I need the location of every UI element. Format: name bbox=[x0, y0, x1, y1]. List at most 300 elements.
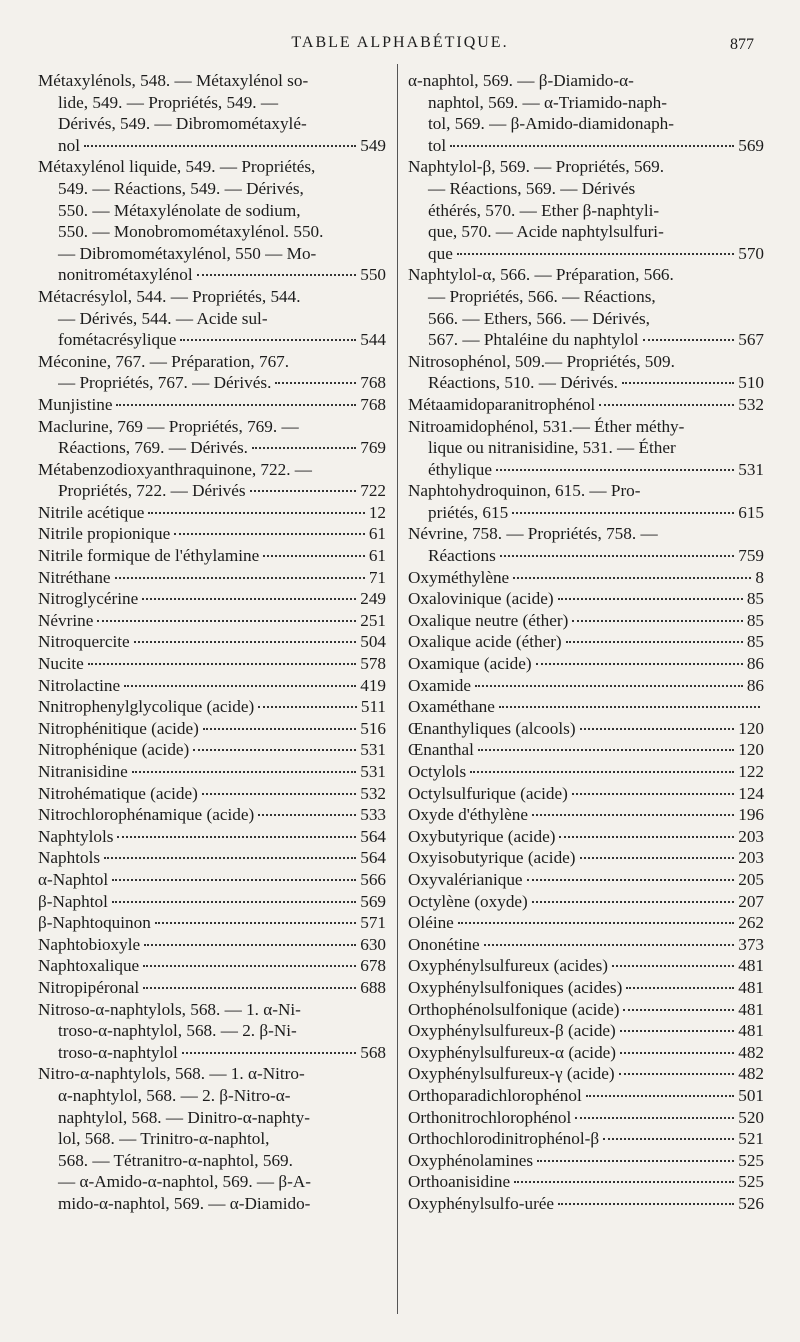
index-entry bbox=[408, 934, 764, 956]
dot-leader bbox=[193, 749, 356, 751]
entry-leader-line bbox=[408, 1171, 764, 1193]
page-number: 877 bbox=[730, 36, 754, 53]
entry-text: Oxalique acide (éther) bbox=[408, 632, 562, 652]
entry-text: Œnanthyliques (alcools) bbox=[408, 718, 576, 738]
index-entry bbox=[408, 739, 764, 761]
entry-page-number: 71 bbox=[368, 567, 386, 587]
entry-text: Oxyisobutyrique (acide) bbox=[408, 848, 576, 868]
entry-text: Orthonitrochlorophénol bbox=[408, 1107, 572, 1127]
dot-leader bbox=[536, 663, 743, 665]
entry-line: Naphtohydroquinon, 615. — Pro- bbox=[408, 481, 641, 501]
entry-leader-line bbox=[408, 847, 764, 869]
entry-page-number: 251 bbox=[360, 610, 386, 630]
index-entry bbox=[408, 70, 764, 156]
entry-page-number: 525 bbox=[738, 1172, 764, 1192]
entry-page-number: 578 bbox=[360, 654, 386, 674]
entry-line: Métacrésylol, 544. — Propriétés, 544. bbox=[38, 286, 301, 306]
entry-leader-line bbox=[38, 977, 386, 999]
index-entry bbox=[408, 588, 764, 610]
dot-leader bbox=[623, 1009, 734, 1011]
index-entry bbox=[38, 826, 386, 848]
entry-leader-line bbox=[408, 329, 764, 351]
index-entry bbox=[38, 351, 386, 394]
entry-text: Munjistine bbox=[38, 394, 113, 414]
dot-leader bbox=[559, 836, 734, 838]
dot-leader bbox=[143, 965, 356, 967]
entry-text: α-Naphtol bbox=[38, 869, 109, 889]
entry-leader-line bbox=[38, 934, 386, 956]
entry-leader-line bbox=[408, 1107, 764, 1129]
entry-page-number: 516 bbox=[360, 718, 386, 738]
entry-page-number: 564 bbox=[360, 848, 386, 868]
index-entry bbox=[38, 502, 386, 524]
entry-leader-line bbox=[38, 826, 386, 848]
entry-text: Nitrile formique de l'éthylamine bbox=[38, 546, 260, 566]
entry-page-number: 759 bbox=[738, 546, 764, 566]
entry-line: lide, 549. — Propriétés, 549. — bbox=[58, 92, 279, 112]
entry-text: Oxyphénylsulfureux-α (acide) bbox=[408, 1042, 617, 1062]
entry-leader-line bbox=[408, 135, 764, 157]
entry-text: Orthoparadichlorophénol bbox=[408, 1085, 582, 1105]
entry-text: Nitrolactine bbox=[38, 675, 121, 695]
index-entry bbox=[408, 955, 764, 977]
dot-leader bbox=[620, 1030, 734, 1032]
dot-leader bbox=[155, 922, 356, 924]
entry-page-number: 120 bbox=[738, 740, 764, 760]
entry-leader-line bbox=[408, 1085, 764, 1107]
dot-leader bbox=[458, 922, 734, 924]
entry-leader-line bbox=[408, 1150, 764, 1172]
entry-leader-line bbox=[408, 718, 764, 740]
dot-leader bbox=[500, 555, 734, 557]
entry-page-number: 531 bbox=[360, 762, 386, 781]
entry-page-number: 568 bbox=[360, 1042, 386, 1062]
entry-page-number: 564 bbox=[360, 826, 386, 846]
entry-leader-line bbox=[38, 631, 386, 653]
dot-leader bbox=[558, 598, 743, 600]
dot-leader bbox=[622, 382, 734, 384]
entry-leader-line bbox=[38, 675, 386, 697]
entry-line: Naphtylol-α, 566. — Préparation, 566. bbox=[408, 265, 674, 285]
dot-leader bbox=[586, 1095, 734, 1097]
entry-page-number: 571 bbox=[360, 913, 386, 933]
entry-page-number: 768 bbox=[360, 394, 386, 414]
running-head bbox=[0, 34, 800, 58]
entry-text: Orthochlorodinitrophénol-β bbox=[408, 1129, 600, 1149]
index-entry bbox=[38, 955, 386, 977]
dot-leader bbox=[626, 987, 734, 989]
dot-leader bbox=[112, 879, 356, 881]
index-entry bbox=[408, 416, 764, 481]
entry-line: lique ou nitranisidine, 531. — Éther bbox=[428, 438, 676, 458]
index-entry bbox=[408, 804, 764, 826]
index-entry bbox=[38, 567, 386, 589]
index-entry bbox=[408, 351, 764, 394]
entry-line: mido-α-naphtol, 569. — α-Diamido- bbox=[58, 1193, 311, 1213]
index-entry bbox=[408, 869, 764, 891]
entry-page-number: 203 bbox=[738, 826, 764, 846]
entry-text: Oxyde d'éthylène bbox=[408, 805, 529, 825]
entry-line: Nitroamidophénol, 531.— Éther méthy- bbox=[408, 416, 685, 436]
entry-page-number: 569 bbox=[360, 891, 386, 911]
entry-leader-line bbox=[38, 394, 386, 416]
entry-line: Nitrosophénol, 509.— Propriétés, 509. bbox=[408, 351, 675, 371]
entry-page-number: 86 bbox=[746, 675, 764, 695]
dot-leader bbox=[599, 404, 734, 406]
entry-text: fométacrésylique bbox=[58, 330, 177, 350]
entry-line: troso-α-naphtylol, 568. — 2. β-Ni- bbox=[58, 1021, 297, 1041]
dot-leader bbox=[174, 533, 365, 535]
entry-text: Propriétés, 722. — Dérivés bbox=[58, 481, 246, 501]
entry-leader-line bbox=[408, 1063, 764, 1085]
entry-leader-line bbox=[408, 934, 764, 956]
index-entry bbox=[408, 480, 764, 523]
entry-page-number: 521 bbox=[738, 1129, 764, 1149]
dot-leader bbox=[450, 145, 734, 147]
entry-text: Nitrohématique (acide) bbox=[38, 783, 198, 803]
entry-text: 567. — Phtaléine du naphtylol bbox=[428, 330, 639, 350]
entry-leader-line bbox=[408, 1020, 764, 1042]
index-entry bbox=[38, 588, 386, 610]
dot-leader bbox=[514, 1181, 734, 1183]
entry-text: Oxaméthane bbox=[408, 697, 495, 717]
entry-leader-line bbox=[408, 977, 764, 999]
dot-leader bbox=[115, 577, 365, 579]
entry-text: Nucite bbox=[38, 654, 84, 674]
dot-leader bbox=[124, 685, 356, 687]
dot-leader bbox=[580, 728, 735, 730]
entry-text: nol bbox=[58, 135, 80, 155]
entry-page-number: 549 bbox=[360, 135, 386, 155]
entry-text: Naphtylols bbox=[38, 826, 114, 846]
entry-leader-line bbox=[408, 610, 764, 632]
index-entry bbox=[38, 1063, 386, 1214]
entry-text: Oxamide bbox=[408, 675, 472, 695]
dot-leader bbox=[537, 1160, 734, 1162]
dot-leader bbox=[143, 987, 356, 989]
entry-text: Oxyphénylsulfoniques (acides) bbox=[408, 977, 623, 997]
entry-line: 550. — Métaxylénolate de sodium, bbox=[58, 200, 301, 220]
entry-page-number: 722 bbox=[360, 481, 386, 501]
index-entry bbox=[408, 1193, 764, 1215]
entry-text: Oléine bbox=[408, 913, 454, 933]
index-entry bbox=[408, 610, 764, 632]
entry-leader-line bbox=[38, 847, 386, 869]
entry-text: Nitropipéronal bbox=[38, 977, 140, 997]
entry-leader-line bbox=[408, 783, 764, 805]
index-entry bbox=[38, 934, 386, 956]
entry-leader-line bbox=[38, 718, 386, 740]
dot-leader bbox=[117, 836, 356, 838]
entry-page-number: 203 bbox=[738, 848, 764, 868]
entry-page-number: 61 bbox=[368, 546, 386, 566]
entry-text: Naphtols bbox=[38, 848, 101, 868]
entry-page-number: 615 bbox=[738, 502, 764, 522]
entry-leader-line bbox=[38, 480, 386, 502]
entry-leader-line bbox=[408, 394, 764, 416]
entry-leader-line bbox=[38, 955, 386, 977]
running-title: TABLE ALPHABÉTIQUE. bbox=[291, 34, 509, 51]
entry-page-number: 501 bbox=[738, 1085, 764, 1105]
entry-line: Métaxylénol liquide, 549. — Propriétés, bbox=[38, 157, 316, 177]
dot-leader bbox=[132, 771, 356, 773]
entry-text: tol bbox=[428, 135, 447, 155]
entry-text: Réactions bbox=[428, 546, 496, 566]
index-entry bbox=[408, 718, 764, 740]
entry-leader-line bbox=[38, 739, 386, 761]
entry-line: Métaxylénols, 548. — Métaxylénol so- bbox=[38, 71, 309, 90]
index-entry bbox=[38, 416, 386, 459]
entry-leader-line bbox=[408, 459, 764, 481]
index-entry bbox=[408, 999, 764, 1021]
right-column bbox=[408, 70, 764, 1214]
index-entry bbox=[38, 459, 386, 502]
entry-text: Nitrochlorophénamique (acide) bbox=[38, 805, 255, 825]
entry-line: Dérivés, 549. — Dibromométaxylé- bbox=[58, 114, 307, 134]
index-entry bbox=[408, 912, 764, 934]
index-entry bbox=[38, 847, 386, 869]
entry-text: nonitrométaxylénol bbox=[58, 265, 193, 285]
entry-leader-line bbox=[38, 761, 386, 783]
entry-leader-line bbox=[408, 869, 764, 891]
entry-text: Orthophénolsulfonique (acide) bbox=[408, 999, 620, 1019]
entry-text: Nnitrophenylglycolique (acide) bbox=[38, 697, 255, 717]
dot-leader bbox=[457, 253, 734, 255]
entry-page-number: 12 bbox=[368, 502, 386, 522]
entry-page-number: 8 bbox=[755, 567, 764, 587]
entry-text: troso-α-naphtylol bbox=[58, 1042, 178, 1062]
dot-leader bbox=[603, 1138, 734, 1140]
dot-leader bbox=[612, 965, 734, 967]
dot-leader bbox=[620, 1052, 734, 1054]
left-column bbox=[38, 70, 386, 1214]
index-entry bbox=[38, 675, 386, 697]
entry-leader-line bbox=[408, 696, 764, 718]
entry-page-number: 122 bbox=[738, 762, 764, 781]
entry-leader-line bbox=[38, 545, 386, 567]
entry-text: Nitrile propionique bbox=[38, 524, 171, 544]
entry-leader-line bbox=[408, 653, 764, 675]
index-entry bbox=[408, 653, 764, 675]
index-entry bbox=[408, 783, 764, 805]
entry-leader-line bbox=[38, 135, 386, 157]
index-entry bbox=[38, 869, 386, 891]
entry-text: Nitroquercite bbox=[38, 632, 130, 652]
entry-page-number: 207 bbox=[738, 891, 764, 911]
dot-leader bbox=[182, 1052, 356, 1054]
index-entry bbox=[38, 891, 386, 913]
entry-line: Nitroso-α-naphtylols, 568. — 1. α-Ni- bbox=[38, 999, 301, 1019]
entry-line: Maclurine, 769 — Propriétés, 769. — bbox=[38, 416, 299, 436]
entry-line: tol, 569. — β-Amido-diamidonaph- bbox=[428, 114, 674, 134]
dot-leader bbox=[499, 706, 760, 708]
dot-leader bbox=[532, 814, 734, 816]
entry-page-number: 205 bbox=[738, 869, 764, 889]
entry-page-number: 61 bbox=[368, 524, 386, 544]
entry-page-number: 526 bbox=[738, 1193, 764, 1213]
entry-line: 549. — Réactions, 549. — Dérivés, bbox=[58, 178, 304, 198]
index-entry bbox=[408, 1063, 764, 1085]
entry-text: Métaamidoparanitrophénol bbox=[408, 394, 596, 414]
entry-page-number: 85 bbox=[746, 632, 764, 652]
dot-leader bbox=[144, 944, 356, 946]
entry-text: Nitrophénitique (acide) bbox=[38, 718, 199, 738]
entry-text: Octylols bbox=[408, 762, 467, 781]
dot-leader bbox=[513, 577, 751, 579]
entry-text: β-Naphtoquinon bbox=[38, 913, 151, 933]
index-entry bbox=[38, 761, 386, 783]
entry-text: Oxyphénylsulfureux-γ (acide) bbox=[408, 1064, 615, 1084]
entry-leader-line bbox=[38, 891, 386, 913]
index-entry bbox=[38, 804, 386, 826]
entry-leader-line bbox=[408, 243, 764, 265]
entry-leader-line bbox=[408, 545, 764, 567]
index-entry bbox=[408, 156, 764, 264]
entry-line: 566. — Ethers, 566. — Dérivés, bbox=[428, 308, 650, 328]
index-entry bbox=[38, 999, 386, 1064]
entry-text: Oxalovinique (acide) bbox=[408, 589, 554, 609]
entry-leader-line bbox=[38, 912, 386, 934]
entry-leader-line bbox=[408, 804, 764, 826]
entry-line: 550. — Monobromométaxylénol. 550. bbox=[58, 222, 324, 242]
entry-text: Oxamique (acide) bbox=[408, 654, 532, 674]
index-entry bbox=[408, 1128, 764, 1150]
entry-leader-line bbox=[38, 502, 386, 524]
entry-page-number: 569 bbox=[738, 135, 764, 155]
entry-page-number: 481 bbox=[738, 999, 764, 1019]
entry-line: lol, 568. — Trinitro-α-naphtol, bbox=[58, 1129, 270, 1149]
entry-text: Nitrile acétique bbox=[38, 502, 145, 522]
entry-text: β-Naphtol bbox=[38, 891, 108, 911]
dot-leader bbox=[580, 857, 735, 859]
entry-leader-line bbox=[408, 999, 764, 1021]
dot-leader bbox=[475, 685, 743, 687]
entry-text: Oxyméthylène bbox=[408, 567, 510, 587]
dot-leader bbox=[470, 771, 734, 773]
entry-leader-line bbox=[38, 869, 386, 891]
entry-leader-line bbox=[408, 1193, 764, 1215]
entry-page-number: 769 bbox=[360, 438, 386, 458]
entry-text: Nitranisidine bbox=[38, 762, 128, 781]
entry-line: α-naphtylol, 568. — 2. β-Nitro-α- bbox=[58, 1085, 291, 1105]
entry-line: — Dibromométaxylénol, 550 — Mo- bbox=[58, 243, 317, 263]
entry-page-number: 520 bbox=[738, 1107, 764, 1127]
entry-leader-line bbox=[38, 696, 386, 718]
entry-leader-line bbox=[408, 567, 764, 589]
dot-leader bbox=[532, 901, 734, 903]
index-entry bbox=[408, 696, 764, 718]
entry-text: Octylsulfurique (acide) bbox=[408, 783, 568, 803]
entry-page-number: 525 bbox=[738, 1150, 764, 1170]
entry-leader-line bbox=[408, 739, 764, 761]
dot-leader bbox=[512, 512, 734, 514]
entry-page-number: 86 bbox=[746, 654, 764, 674]
dot-leader bbox=[566, 641, 743, 643]
index-entry bbox=[408, 1107, 764, 1129]
entry-page-number: 85 bbox=[746, 610, 764, 630]
entry-page-number: 504 bbox=[360, 632, 386, 652]
index-entry bbox=[408, 523, 764, 566]
entry-page-number: 249 bbox=[360, 589, 386, 609]
entry-text: — Propriétés, 767. — Dérivés. bbox=[58, 373, 272, 393]
index-entry bbox=[38, 70, 386, 156]
entry-text: Nitroglycérine bbox=[38, 589, 139, 609]
entry-leader-line bbox=[38, 804, 386, 826]
entry-text: Oxybutyrique (acide) bbox=[408, 826, 556, 846]
index-entry bbox=[38, 545, 386, 567]
index-entry bbox=[38, 977, 386, 999]
entry-leader-line bbox=[408, 372, 764, 394]
entry-text: que bbox=[428, 243, 453, 263]
dot-leader bbox=[116, 404, 356, 406]
dot-leader bbox=[484, 944, 735, 946]
dot-leader bbox=[643, 339, 735, 341]
dot-leader bbox=[112, 901, 356, 903]
entry-page-number: 196 bbox=[738, 805, 764, 825]
dot-leader bbox=[203, 728, 356, 730]
index-entry bbox=[408, 1020, 764, 1042]
entry-leader-line bbox=[38, 1042, 386, 1064]
column-divider bbox=[397, 64, 398, 1314]
entry-page-number: 511 bbox=[360, 697, 386, 717]
entry-page-number: 532 bbox=[360, 783, 386, 803]
index-entry bbox=[38, 631, 386, 653]
index-entry bbox=[408, 1042, 764, 1064]
index-entry bbox=[38, 912, 386, 934]
index-entry bbox=[408, 1150, 764, 1172]
entry-page-number: 630 bbox=[360, 934, 386, 954]
entry-page-number: 567 bbox=[738, 330, 764, 350]
index-entry bbox=[408, 761, 764, 783]
entry-page-number: 531 bbox=[360, 740, 386, 760]
entry-page-number: 85 bbox=[746, 589, 764, 609]
entry-leader-line bbox=[38, 567, 386, 589]
entry-leader-line bbox=[408, 912, 764, 934]
entry-page-number: 124 bbox=[738, 783, 764, 803]
entry-page-number: 482 bbox=[738, 1042, 764, 1062]
entry-leader-line bbox=[38, 523, 386, 545]
entry-page-number: 550 bbox=[360, 265, 386, 285]
index-entry bbox=[408, 567, 764, 589]
entry-page-number: 419 bbox=[360, 675, 386, 695]
index-entry bbox=[408, 977, 764, 999]
dot-leader bbox=[275, 382, 356, 384]
entry-leader-line bbox=[408, 955, 764, 977]
entry-leader-line bbox=[408, 588, 764, 610]
entry-text: éthylique bbox=[428, 459, 492, 479]
entry-leader-line bbox=[408, 1042, 764, 1064]
entry-page-number: 566 bbox=[360, 869, 386, 889]
entry-page-number: 482 bbox=[738, 1064, 764, 1084]
entry-page-number: 481 bbox=[738, 1021, 764, 1041]
entry-line: — Propriétés, 566. — Réactions, bbox=[428, 286, 656, 306]
dot-leader bbox=[202, 793, 356, 795]
index-entry bbox=[408, 394, 764, 416]
entry-leader-line bbox=[38, 437, 386, 459]
entry-page-number: 532 bbox=[738, 394, 764, 414]
entry-text: Nitrophénique (acide) bbox=[38, 740, 190, 760]
index-entry bbox=[408, 826, 764, 848]
entry-line: 568. — Tétranitro-α-naphtol, 569. bbox=[58, 1150, 293, 1170]
index-entry bbox=[38, 739, 386, 761]
index-entry bbox=[38, 783, 386, 805]
index-entry bbox=[38, 610, 386, 632]
dot-leader bbox=[263, 555, 365, 557]
entry-line: Métabenzodioxyanthraquinone, 722. — bbox=[38, 459, 312, 479]
index-entry bbox=[38, 696, 386, 718]
entry-line: Nitro-α-naphtylols, 568. — 1. α-Nitro- bbox=[38, 1064, 305, 1084]
entry-leader-line bbox=[408, 1128, 764, 1150]
